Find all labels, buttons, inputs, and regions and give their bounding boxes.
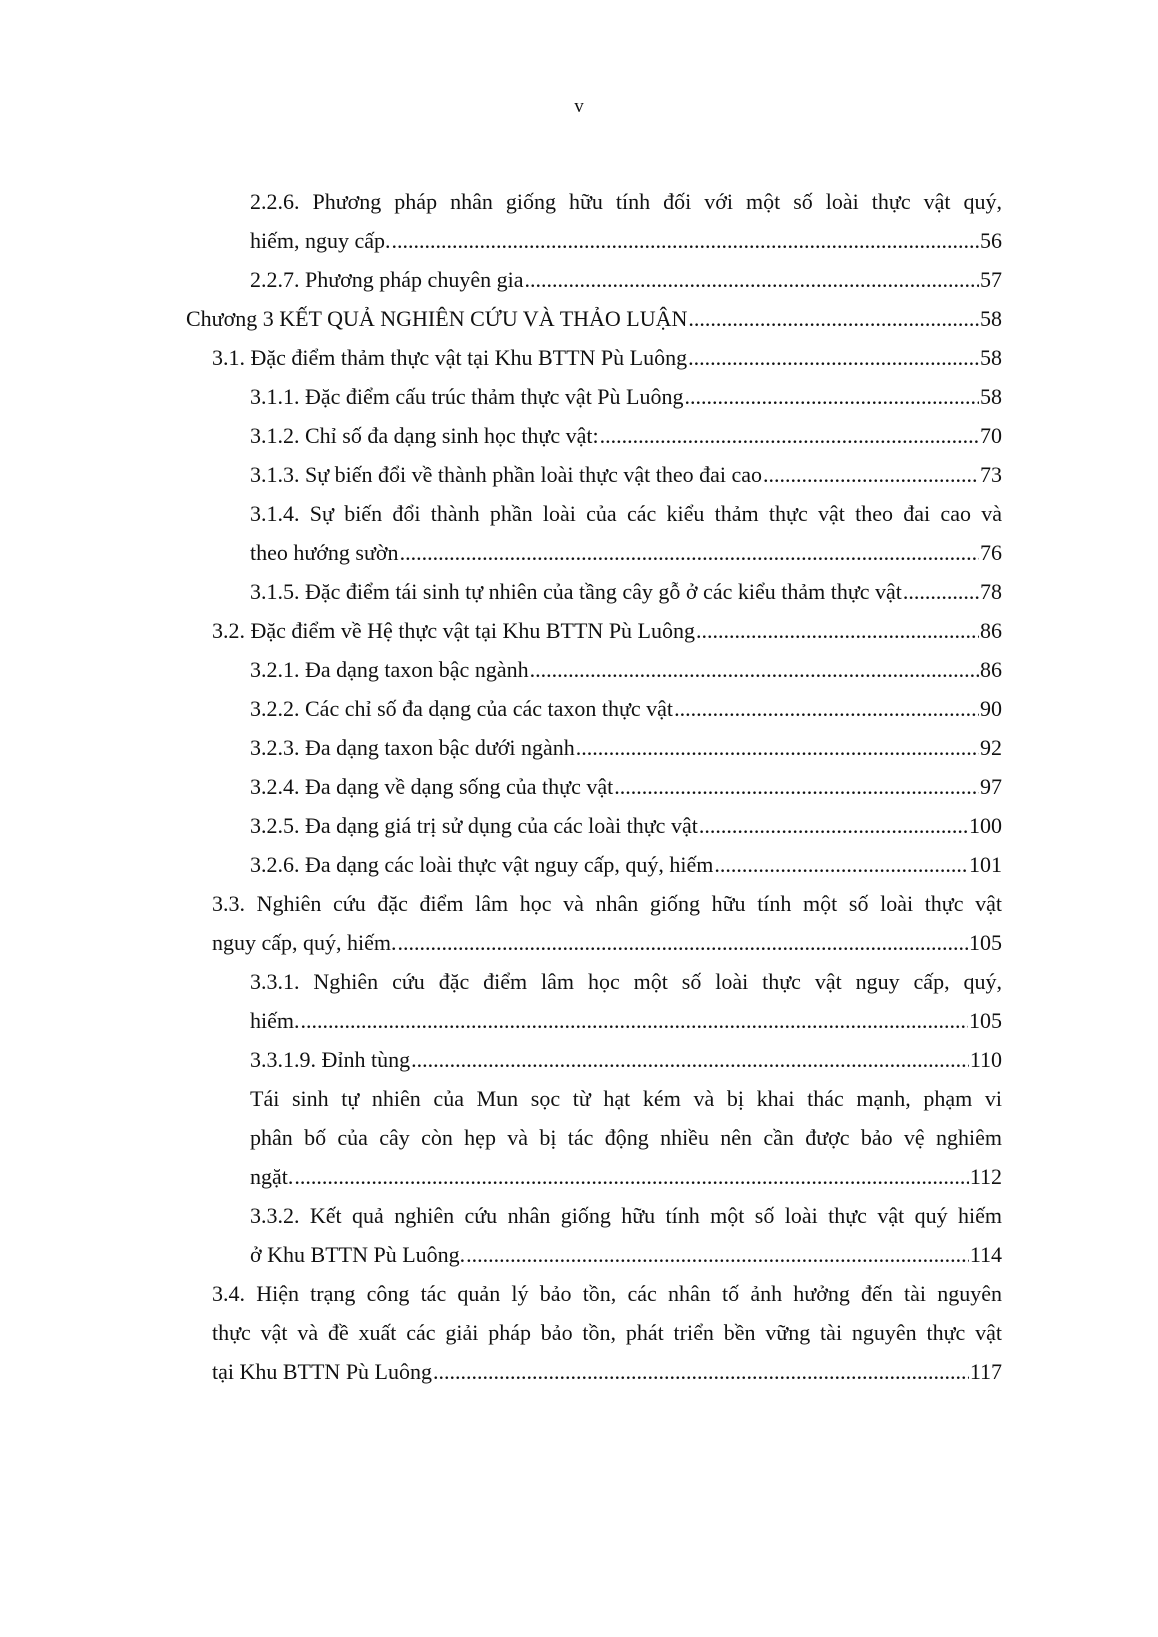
toc-page-number: 90	[980, 696, 1002, 721]
toc-entry-text: ngặt.	[250, 1164, 294, 1189]
toc-page-number: 58	[980, 345, 1002, 370]
toc-entry-3-2-2[interactable]	[250, 689, 1002, 728]
toc-page-number: 56	[980, 228, 1002, 253]
toc-page-number: 97	[980, 774, 1002, 799]
toc-entry-3-2-5[interactable]	[250, 806, 1002, 845]
dot-leader	[696, 611, 979, 650]
toc-entry-3-2[interactable]	[212, 611, 1002, 650]
toc-entry-3-1[interactable]	[212, 338, 1002, 377]
dot-leader	[400, 533, 979, 572]
toc-entry-3-1-4[interactable]	[250, 494, 1002, 572]
dot-leader	[530, 650, 979, 689]
toc-entry-text: Tái sinh tự nhiên của Mun sọc từ hạt kém và bị khai thác mạnh, phạm vi	[250, 1086, 1002, 1111]
toc-entry-text: 3.4. Hiện trạng công tác quản lý bảo tồn, các nhân tố ảnh hưởng đến tài nguyên	[212, 1281, 1002, 1306]
toc-entry-text: 3.1.4. Sự biến đổi thành phần loài của các kiểu thảm thực vật theo đai cao và	[250, 501, 1002, 526]
toc-entry-text: phân bố của cây còn hẹp và bị tác động nhiều nên cần được bảo vệ nghiêm	[250, 1125, 1002, 1150]
dot-leader	[433, 1352, 969, 1391]
dot-leader	[466, 1235, 969, 1274]
toc-entry-mun-soc[interactable]	[250, 1079, 1002, 1196]
toc-entry-text: 3.2.4. Đa dạng về dạng sống của thực vật	[250, 774, 614, 799]
dot-leader	[763, 455, 979, 494]
dot-leader	[714, 845, 968, 884]
toc-entry-3-2-1[interactable]	[250, 650, 1002, 689]
dot-leader	[688, 299, 979, 338]
dot-leader	[576, 728, 979, 767]
toc-entry-3-1-5[interactable]	[250, 572, 1002, 611]
toc-page-number: 105	[969, 1008, 1002, 1033]
toc-entry-text: 3.1.1. Đặc điểm cấu trúc thảm thực vật Pù Luông	[250, 384, 684, 409]
toc-entry-3-3-1[interactable]	[250, 962, 1002, 1040]
toc-entry-3-4[interactable]	[212, 1274, 1002, 1391]
dot-leader	[699, 806, 968, 845]
toc-page-number: 73	[980, 462, 1002, 487]
toc-entry-text: 3.2.1. Đa dạng taxon bậc ngành	[250, 657, 529, 682]
toc-entry-text: 3.1.2. Chỉ số đa dạng sinh học thực vật:	[250, 423, 599, 448]
toc-entry-text: 3.3.1.9. Đỉnh tùng	[250, 1047, 411, 1072]
dot-leader	[684, 377, 979, 416]
toc-entry-3-1-3[interactable]	[250, 455, 1002, 494]
toc-entry-text: tại Khu BTTN Pù Luông	[212, 1359, 432, 1384]
toc-entry-chapter-3[interactable]	[186, 299, 1002, 338]
toc-entry-text: 3.1. Đặc điểm thảm thực vật tại Khu BTTN Pù Luông	[212, 345, 688, 370]
dot-leader	[674, 689, 979, 728]
toc-entry-text: 3.3. Nghiên cứu đặc điểm lâm học và nhân giống hữu tính một số loài thực vật	[212, 891, 1002, 916]
toc-page-number: 112	[969, 1164, 1002, 1189]
dot-leader	[524, 260, 979, 299]
toc-entry-text: 3.2.5. Đa dạng giá trị sử dụng của các loài thực vật	[250, 813, 698, 838]
dot-leader	[614, 767, 979, 806]
toc-page-number: 86	[980, 618, 1002, 643]
toc-entry-text: 2.2.7. Phương pháp chuyên gia	[250, 267, 524, 292]
toc-entry-2-2-7[interactable]	[250, 260, 1002, 299]
dot-leader	[600, 416, 979, 455]
dot-leader	[398, 923, 968, 962]
toc-entry-3-1-1[interactable]	[250, 377, 1002, 416]
dot-leader	[294, 1157, 968, 1196]
toc-entry-text: 3.3.1. Nghiên cứu đặc điểm lâm học một số loài thực vật nguy cấp, quý,	[250, 969, 1002, 994]
toc-entry-text: hiếm.	[250, 1008, 300, 1033]
toc-page-number: 110	[969, 1047, 1002, 1072]
toc-page-number: 100	[969, 813, 1002, 838]
toc-page-number: 92	[980, 735, 1002, 760]
toc-entry-2-2-6[interactable]	[250, 182, 1002, 260]
toc-entry-text: thực vật và đề xuất các giải pháp bảo tồn, phát triển bền vững tài nguyên thực vật	[212, 1320, 1002, 1345]
toc-entry-text: ở Khu BTTN Pù Luông.	[250, 1242, 466, 1267]
toc-page-number: 114	[969, 1242, 1002, 1267]
toc-entry-text: 2.2.6. Phương pháp nhân giống hữu tính đối với một số loài thực vật quý,	[250, 189, 1002, 214]
toc-entry-3-3-1-9[interactable]	[250, 1040, 1002, 1079]
toc-entry-text: theo hướng sườn	[250, 540, 399, 565]
toc-entry-text: 3.1.3. Sự biến đổi về thành phần loài thực vật theo đai cao	[250, 462, 763, 487]
toc-entry-text: 3.2.6. Đa dạng các loài thực vật nguy cấp, quý, hiếm	[250, 852, 714, 877]
toc-entry-3-2-6[interactable]	[250, 845, 1002, 884]
toc-entry-3-3[interactable]	[212, 884, 1002, 962]
toc-page-number: 78	[980, 579, 1002, 604]
toc-entry-text: nguy cấp, quý, hiếm.	[212, 930, 397, 955]
toc-page-number: 57	[980, 267, 1002, 292]
toc-entry-text: 3.2.2. Các chỉ số đa dạng của các taxon thực vật	[250, 696, 674, 721]
dot-leader	[392, 221, 979, 260]
toc-entry-3-2-4[interactable]	[250, 767, 1002, 806]
toc-entry-3-2-3[interactable]	[250, 728, 1002, 767]
toc-entry-3-3-2[interactable]	[250, 1196, 1002, 1274]
toc-page-number: 58	[980, 306, 1002, 331]
page-number: v	[574, 96, 584, 117]
toc-page-number: 58	[980, 384, 1002, 409]
toc-page-number: 117	[969, 1359, 1002, 1384]
toc-entry-text: hiếm, nguy cấp.	[250, 228, 391, 253]
dot-leader	[411, 1040, 969, 1079]
toc-page-number: 105	[969, 930, 1002, 955]
toc-entry-text: 3.1.5. Đặc điểm tái sinh tự nhiên của tầng cây gỗ ở các kiểu thảm thực vật	[250, 579, 902, 604]
toc-entry-text: 3.3.2. Kết quả nghiên cứu nhân giống hữu tính một số loài thực vật quý hiếm	[250, 1203, 1002, 1228]
dot-leader	[903, 572, 979, 611]
toc-entry-3-1-2[interactable]	[250, 416, 1002, 455]
toc-entry-text: 3.2.3. Đa dạng taxon bậc dưới ngành	[250, 735, 575, 760]
toc-entry-text: Chương 3 KẾT QUẢ NGHIÊN CỨU VÀ THẢO LUẬN	[186, 306, 688, 331]
toc-entry-text: 3.2. Đặc điểm về Hệ thực vật tại Khu BTTN Pù Luông	[212, 618, 695, 643]
toc-page-number: 76	[980, 540, 1002, 565]
toc-page-number: 101	[969, 852, 1002, 877]
dot-leader	[688, 338, 979, 377]
toc-page-number: 86	[980, 657, 1002, 682]
toc-page-number: 70	[980, 423, 1002, 448]
dot-leader	[301, 1001, 969, 1040]
